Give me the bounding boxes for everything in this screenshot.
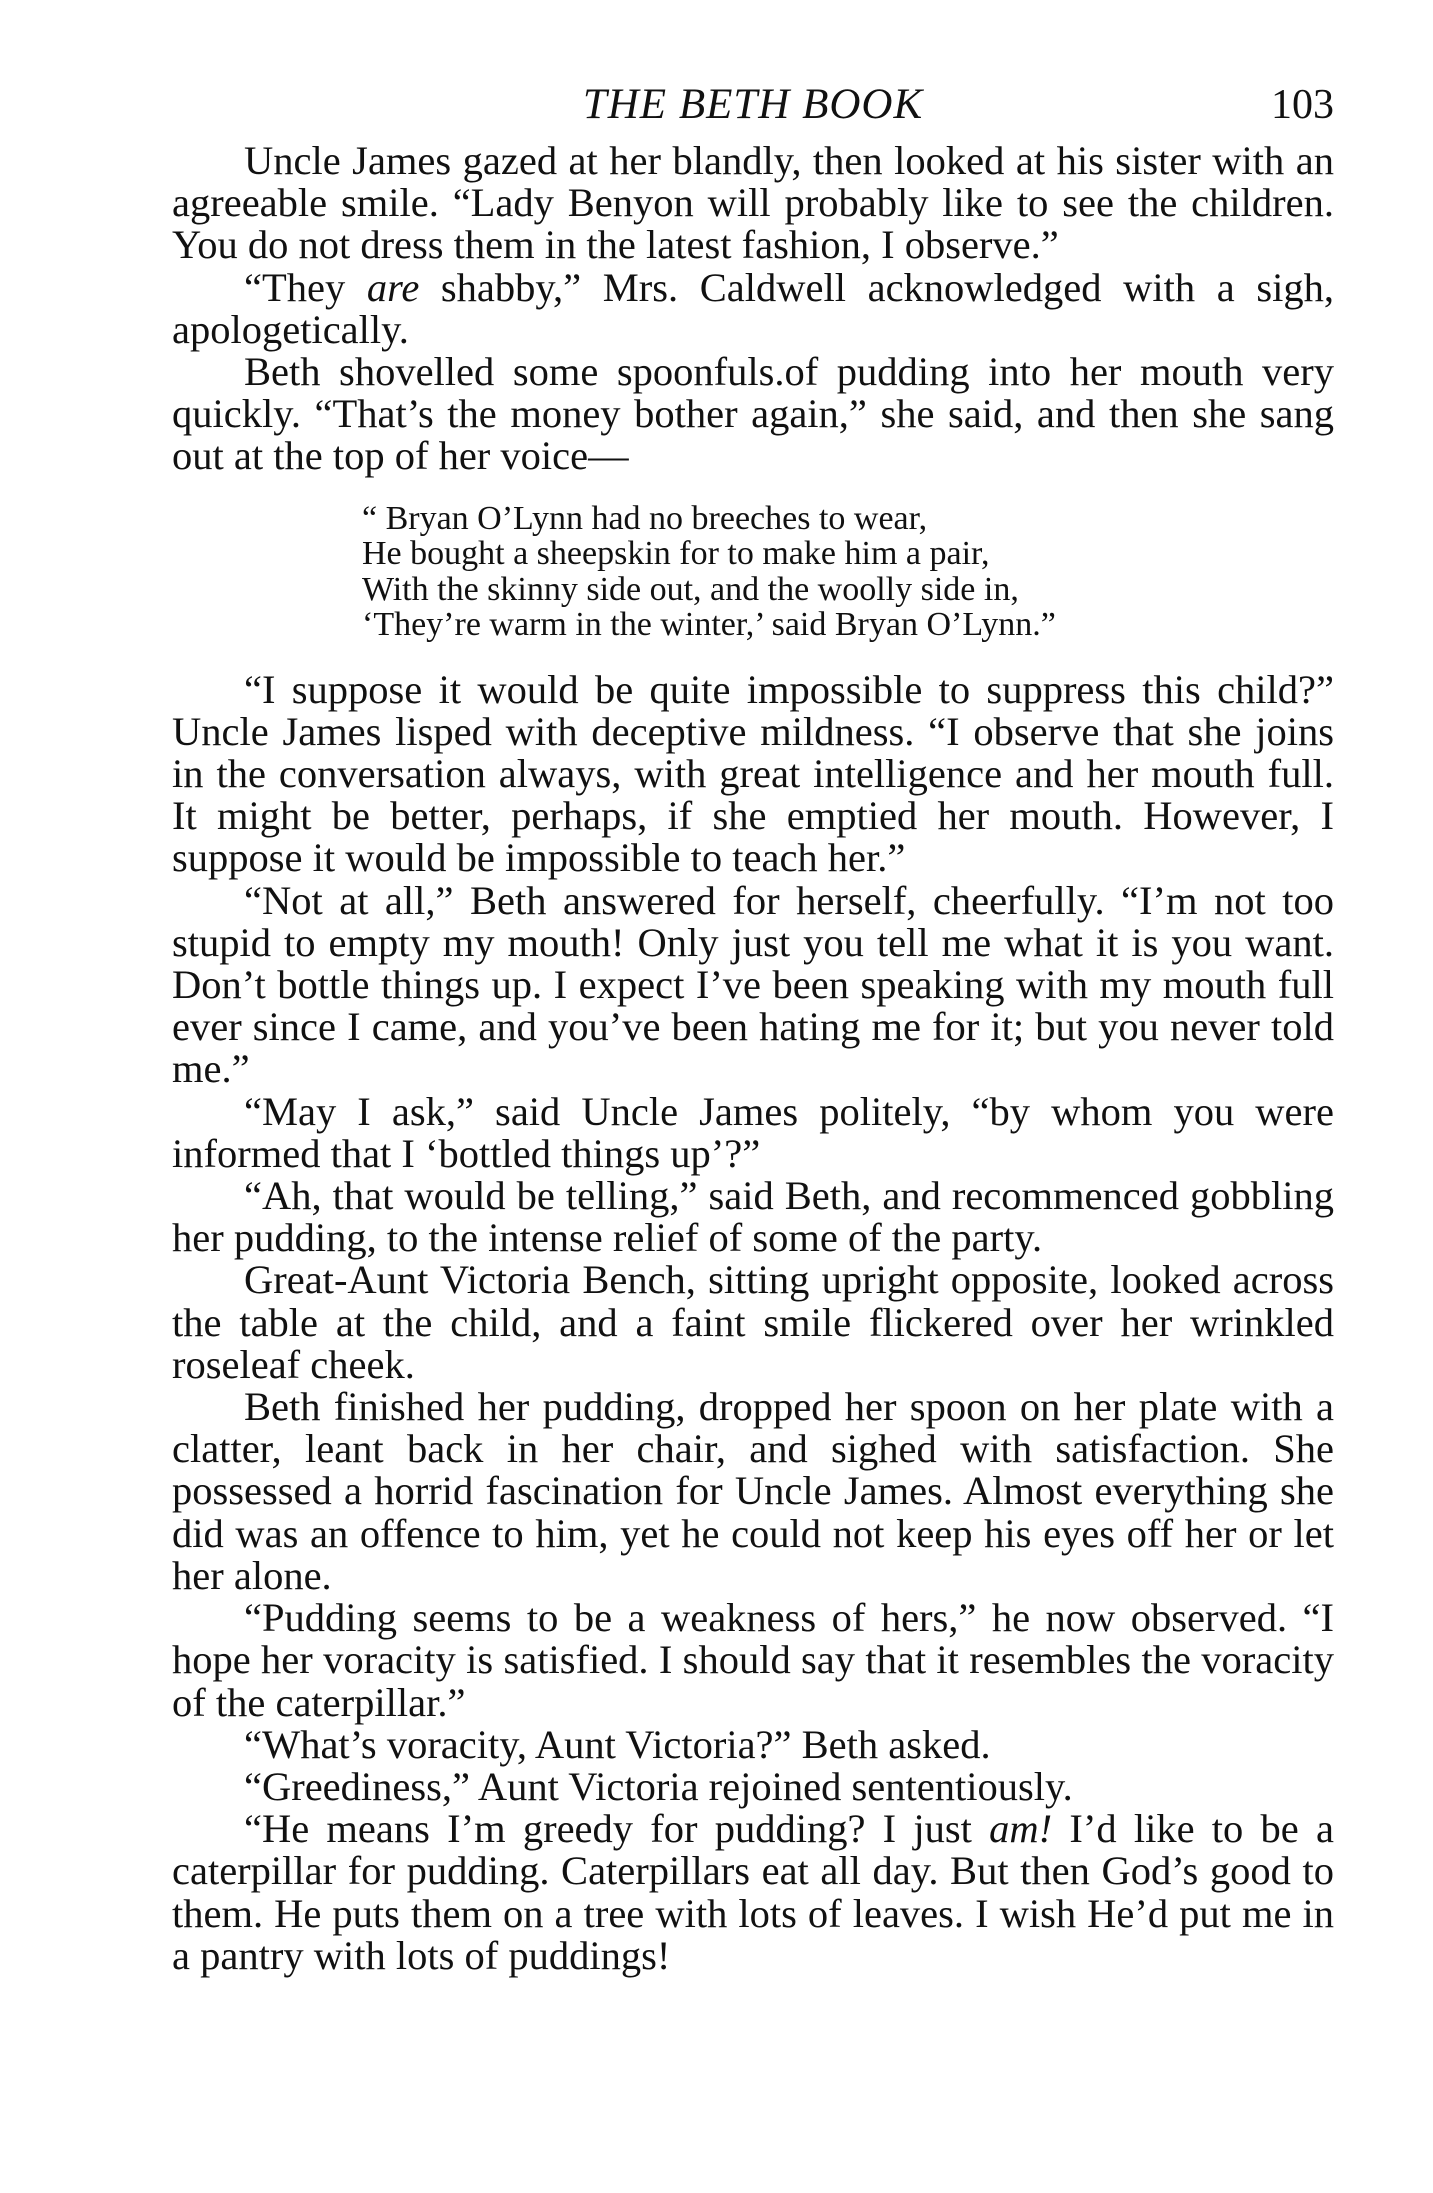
- paragraph-4: “I suppose it would be quite impossible to suppress this child?” Uncle James lisped with deceptive mildness. “I observe that she joins in the conversation always, with great intelligence and her mouth full. It might be better, perhaps, if she emptied her mouth. However, I suppose it would be impossible to teach her.”: [172, 666, 1334, 881]
- verse-line: ‘They’re warm in the winter,’ said Bryan O’Lynn.”: [362, 606, 1056, 644]
- verse-line: With the skinny side out, and the woolly side in,: [362, 570, 1019, 608]
- verse-block: [362, 501, 1334, 643]
- page-number: 103: [1271, 82, 1334, 128]
- book-page: [172, 70, 1334, 1977]
- paragraph-3: Beth shovelled some spoonfuls.of pudding into her mouth very quickly. “That’s the money bother again,” she said, and then she sang out at the top of her voice—: [172, 349, 1334, 479]
- paragraph-6: “May I ask,” said Uncle James politely, “by whom you were informed that I ‘bottled things up’?”: [172, 1088, 1334, 1176]
- paragraph-5: “Not at all,” Beth answered for herself, cheerfully. “I’m not too stupid to empty my mouth! Only just you tell me what it is you want. Don’t bottle things up. I expect I’ve been speaking with my mouth full ever since I came, and you’ve been hating me for it; but you never told me.”: [172, 877, 1334, 1092]
- verse-line: “ Bryan O’Lynn had no breeches to wear,: [362, 499, 928, 537]
- paragraph-10: “Pudding seems to be a weakness of hers,” he now observed. “I hope her voracity is satisfied. I should say that it resembles the voracity of the caterpillar.”: [172, 1595, 1334, 1725]
- paragraph-13-before: “He means I’m greedy for pudding? I just: [244, 1806, 990, 1852]
- paragraph-13: [172, 1808, 1334, 1977]
- paragraph-2-emphasis: are: [366, 264, 420, 310]
- paragraph-8: Great-Aunt Victoria Bench, sitting upright opposite, looked across the table at the child, and a faint smile flickered over her wrinkled roseleaf cheek.: [172, 1257, 1334, 1387]
- running-title: THE BETH BOOK: [582, 81, 924, 128]
- paragraph-11: “What’s voracity, Aunt Victoria?” Beth asked.: [244, 1721, 991, 1767]
- paragraph-12: “Greediness,” Aunt Victoria rejoined sententiously.: [244, 1763, 1073, 1809]
- paragraph-7: “Ah, that would be telling,” said Beth, and recommenced gobbling her pudding, to the intense relief of some of the party.: [172, 1173, 1334, 1261]
- verse-line: He bought a sheepskin for to make him a pair,: [362, 535, 990, 573]
- paragraph-2: [172, 264, 1334, 352]
- paragraph-2-before: “They: [244, 264, 367, 310]
- paragraph-13-after: I’d like to be a caterpillar for pudding. Caterpillars eat all day. But then God’s good to them. He puts them on a tree with lots of leaves. I wish He’d put me in a pantry with lots of puddings!: [172, 1806, 1334, 1978]
- paragraph-13-emphasis: am!: [989, 1806, 1053, 1852]
- paragraph-1: Uncle James gazed at her blandly, then looked at his sister with an agreeable smile. “Lady Benyon will probably like to see the children. You do not dress them in the latest fashion, I observe.”: [172, 138, 1334, 268]
- paragraph-2-after: shabby,” Mrs. Caldwell acknowledged with a sigh, apologetically.: [172, 264, 1334, 352]
- paragraph-9: Beth finished her pudding, dropped her spoon on her plate with a clatter, leant back in her chair, and sighed with satisfaction. She possessed a horrid fascination for Uncle James. Almost everything she did was an offence to him, yet he could not keep his eyes off her or let her alone.: [172, 1384, 1334, 1598]
- running-head: [172, 70, 1334, 140]
